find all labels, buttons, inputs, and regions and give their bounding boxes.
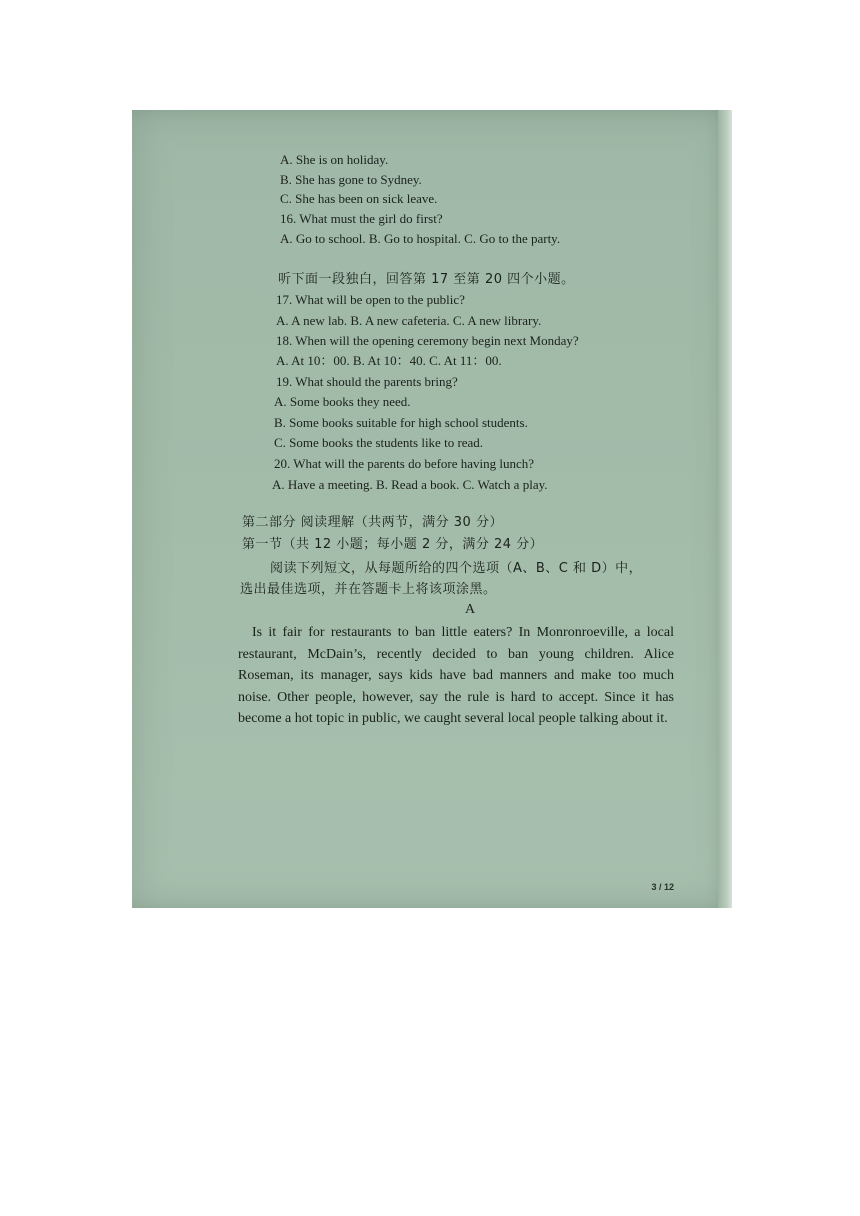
question-line: 17. What will be open to the public? bbox=[276, 292, 465, 307]
question-line: 16. What must the girl do first? bbox=[280, 211, 443, 226]
monologue-instruction: 听下面一段独白，回答第 17 至第 20 四个小题。 bbox=[278, 272, 575, 287]
question-line: 18. When will the opening ceremony begin next Monday? bbox=[276, 333, 579, 348]
option-line: B. Some books suitable for high school students. bbox=[274, 415, 528, 430]
option-line: A. Have a meeting. B. Read a book. C. Watch a play. bbox=[272, 477, 548, 492]
passage-text: Is it fair for restaurants to ban little eaters? In Monronroeville, a local restaurant, McDain’s, recently decided to ban young children. Alice Roseman, its manager, says kids have bad manners and make too much noise. Other people, however, say the rule is hard to accept. Since it has become a hot topic in public, we caught several local people talking about it. bbox=[238, 625, 674, 726]
section-one-title: 第一节（共 12 小题；每小题 2 分，满分 24 分） bbox=[242, 537, 544, 552]
question-line: 20. What will the parents do before having lunch? bbox=[274, 456, 535, 471]
part-two-title: 第二部分 阅读理解（共两节，满分 30 分） bbox=[242, 515, 503, 530]
option-line: C. She has been on sick leave. bbox=[280, 191, 438, 206]
exam-page-photo bbox=[132, 110, 732, 908]
question-line: 19. What should the parents bring? bbox=[276, 374, 458, 389]
option-line: A. Some books they need. bbox=[274, 394, 411, 409]
option-line: A. At 10：00. B. At 10：40. C. At 11：00. bbox=[276, 353, 502, 368]
reading-instruction: 阅读下列短文，从每题所给的四个选项（A、B、C 和 D）中， bbox=[270, 561, 643, 576]
reading-instruction: 选出最佳选项，并在答题卡上将该项涂黑。 bbox=[240, 582, 497, 597]
option-line: C. Some books the students like to read. bbox=[274, 435, 484, 450]
passage-heading: A bbox=[465, 602, 476, 617]
option-line: A. She is on holiday. bbox=[280, 152, 389, 167]
option-line: A. A new lab. B. A new cafeteria. C. A new library. bbox=[276, 313, 542, 328]
paper-edge bbox=[718, 110, 732, 908]
page-number: 3 / 12 bbox=[651, 882, 674, 892]
option-line: B. She has gone to Sydney. bbox=[280, 172, 422, 187]
option-line: A. Go to school. B. Go to hospital. C. Go to the party. bbox=[280, 231, 561, 246]
